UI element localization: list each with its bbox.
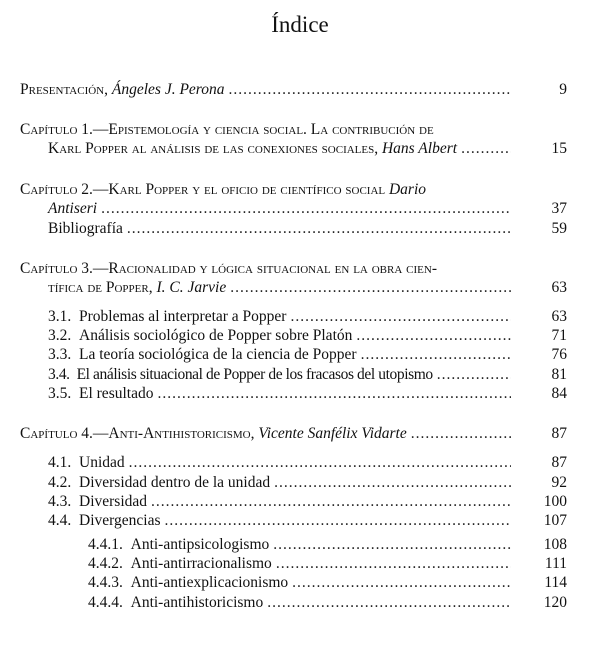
dot-leader: [292, 573, 511, 593]
page-number: 100: [543, 493, 567, 510]
dot-leader: [290, 307, 511, 327]
page-number: 87: [551, 425, 567, 442]
entry-label: El análisis situacional de Popper de los fracasos del utopismo: [76, 366, 433, 383]
toc-entry-3-5[interactable]: [48, 384, 515, 404]
section-number: 4.4.: [48, 512, 72, 529]
dot-leader: [127, 219, 511, 239]
page-number: 63: [551, 308, 567, 325]
entry-author: I. C. Jarvie: [156, 279, 227, 296]
page-number: 9: [559, 81, 567, 98]
section-number: 4.2.: [48, 474, 72, 491]
section-number: 4.3.: [48, 493, 72, 510]
toc-entry-4-1[interactable]: [48, 453, 515, 473]
entry-label: Bibliografía: [48, 220, 123, 237]
entry-label: tífica de Popper,: [48, 279, 153, 296]
toc-entry-3-3[interactable]: [48, 345, 515, 365]
page-number: 111: [544, 555, 567, 572]
dot-leader: [361, 345, 511, 365]
entry-label: Problemas al interpretar a Popper: [79, 308, 287, 325]
toc-entry-chapter-1[interactable]: [48, 139, 515, 159]
page-number: 114: [544, 574, 567, 591]
dot-leader: [276, 554, 511, 574]
page-number: 76: [551, 346, 567, 363]
entry-label: Divergencias: [79, 512, 161, 529]
dot-leader: [356, 326, 511, 346]
dot-leader: [229, 80, 511, 100]
toc-entry-4-2[interactable]: [48, 473, 515, 493]
entry-author: Hans Albert: [381, 140, 458, 157]
page-number: 71: [551, 327, 567, 344]
entry-author: Ángeles J. Perona: [111, 81, 225, 98]
page-number: 15: [551, 140, 567, 157]
page-number: 37: [551, 200, 567, 217]
toc-entry-4-3[interactable]: [48, 492, 515, 512]
entry-author: Dario: [388, 181, 427, 198]
chapter-2-title[interactable]: [20, 180, 426, 200]
page-number: 120: [543, 594, 567, 611]
section-number: 4.4.2.: [88, 555, 123, 572]
entry-label: Anti-antihistoricismo: [130, 594, 264, 611]
dot-leader: [230, 278, 511, 298]
dot-leader: [437, 365, 511, 385]
page-number: 81: [551, 366, 567, 383]
section-number: 3.2.: [48, 327, 72, 344]
toc-entry-4-4-2[interactable]: [88, 554, 515, 574]
entry-label: Unidad: [79, 454, 125, 471]
entry-label: Anti-antipsicologismo: [130, 536, 270, 553]
section-number: 4.4.4.: [88, 594, 123, 611]
page-number: 87: [551, 454, 567, 471]
dot-leader: [273, 535, 511, 555]
entry-label: Análisis sociológico de Popper sobre Platón: [79, 327, 353, 344]
entry-author: Vicente Sanfélix Vidarte: [258, 425, 407, 442]
dot-leader: [151, 492, 511, 512]
section-number: 3.5.: [48, 385, 72, 402]
toc-entry-bibliografia[interactable]: [48, 219, 515, 239]
chapter-3-title[interactable]: Capítulo 3.—Racionalidad y lógica situacional en la obra cien-: [20, 260, 437, 277]
page-number: 92: [551, 474, 567, 491]
toc-entry-chapter-4[interactable]: [20, 424, 515, 444]
chapter-1-title[interactable]: Capítulo 1.—Epistemología y ciencia social. La contribución de: [20, 121, 434, 138]
dot-leader: [157, 384, 511, 404]
entry-author: Antiseri: [48, 200, 98, 217]
section-number: 3.4.: [48, 366, 70, 383]
entry-label: Diversidad dentro de la unidad: [79, 474, 271, 491]
entry-label: Karl Popper al análisis de las conexiones sociales,: [48, 140, 379, 157]
entry-label: Capítulo 4.—Anti-Antihistoricismo,: [20, 425, 255, 442]
toc-entry-4-4[interactable]: [48, 511, 515, 531]
dot-leader: [274, 473, 511, 493]
dot-leader: [461, 139, 511, 159]
page-number: 108: [543, 536, 567, 553]
toc-entry-4-4-4[interactable]: [88, 593, 515, 613]
toc-entry-4-4-3[interactable]: [88, 573, 515, 593]
page-number: 63: [551, 279, 567, 296]
toc-entry-3-1[interactable]: [48, 307, 515, 327]
dot-leader: [101, 199, 511, 219]
section-number: 4.4.1.: [88, 536, 123, 553]
entry-label: Presentación,: [20, 81, 109, 98]
entry-label: Diversidad: [79, 493, 148, 510]
page-number: 107: [543, 512, 567, 529]
page-title: Índice: [271, 12, 329, 37]
page-number: 59: [551, 220, 567, 237]
section-number: 3.1.: [48, 308, 72, 325]
entry-label: El resultado: [79, 385, 154, 402]
toc-entry-chapter-3[interactable]: [48, 278, 515, 298]
section-number: 4.1.: [48, 454, 72, 471]
section-number: 3.3.: [48, 346, 72, 363]
section-number: 4.4.3.: [88, 574, 123, 591]
dot-leader: [411, 424, 511, 444]
toc-entry-3-4[interactable]: [48, 365, 515, 385]
entry-label: Anti-antirracionalismo: [130, 555, 272, 572]
entry-label: La teoría sociológica de la ciencia de Popper: [79, 346, 357, 363]
entry-label: Capítulo 2.—Karl Popper y el oficio de científico social: [20, 181, 386, 198]
dot-leader: [267, 593, 511, 613]
toc-entry-4-4-1[interactable]: [88, 535, 515, 555]
dot-leader: [129, 453, 511, 473]
page-number: 84: [551, 385, 567, 402]
toc-entry-presentacion[interactable]: [20, 80, 515, 100]
toc-entry-chapter-2[interactable]: [48, 199, 515, 219]
toc-entry-3-2[interactable]: [48, 326, 515, 346]
dot-leader: [165, 511, 512, 531]
entry-label: Anti-antiexplicacionismo: [130, 574, 289, 591]
